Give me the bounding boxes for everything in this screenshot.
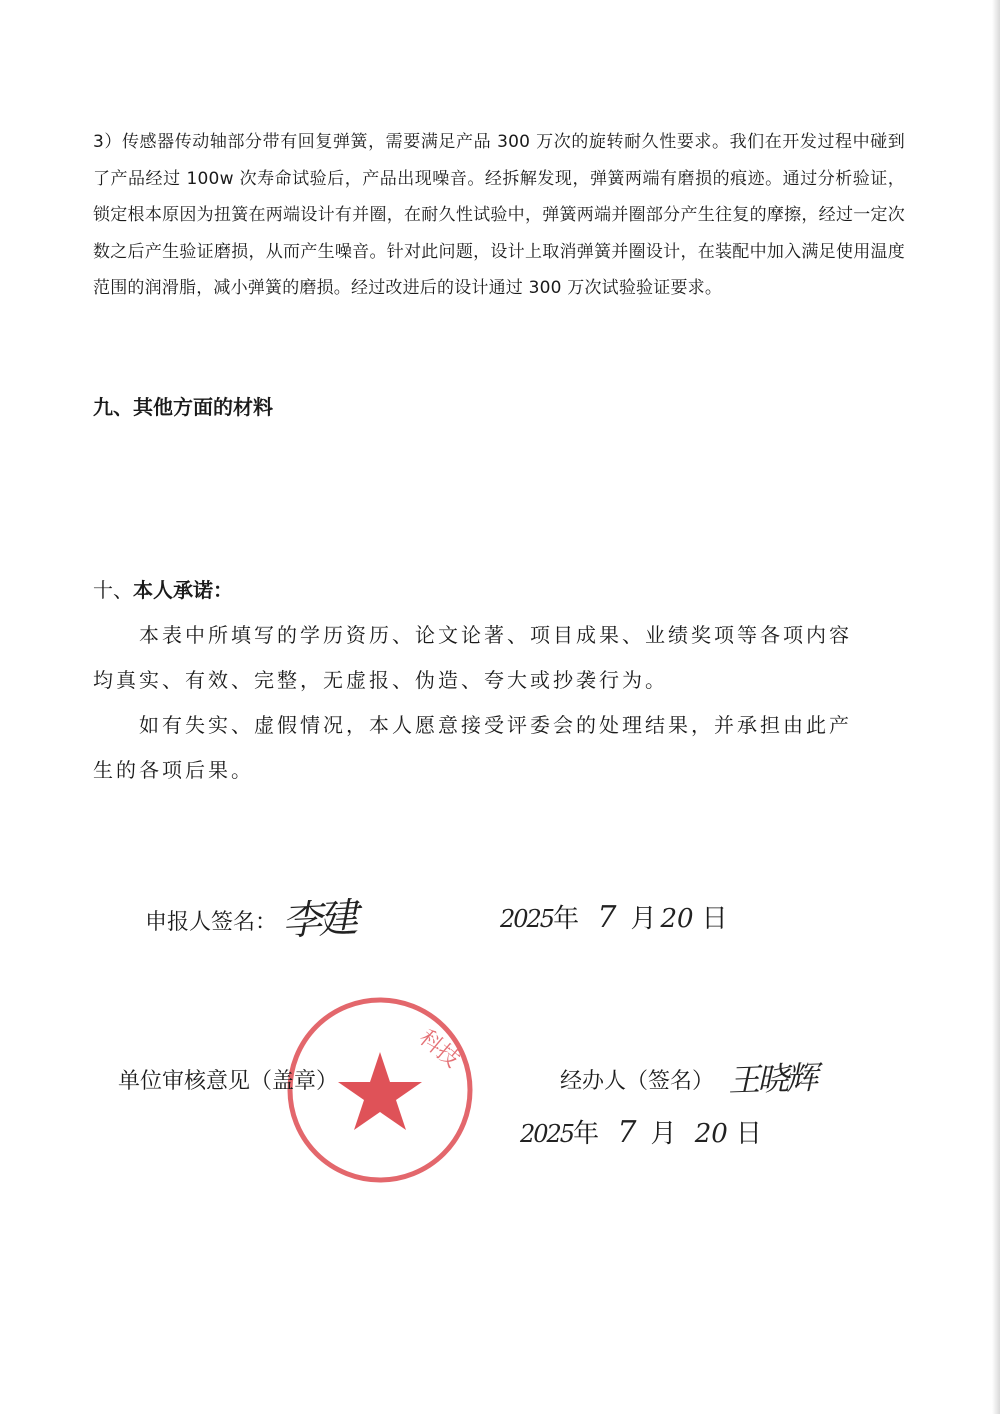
applicant-date-year-suffix: 年 — [553, 904, 580, 934]
section-9-heading: 九、其他方面的材料 — [93, 395, 273, 419]
handler-date-month-suffix: 月 — [650, 1119, 677, 1149]
applicant-date-day-suffix: 日 — [701, 904, 728, 934]
handler-signature-label: 经办人（签名） — [560, 1069, 715, 1094]
section-10-title: 本人承诺： — [133, 578, 233, 602]
applicant-signature-label: 申报人签名： — [145, 910, 278, 935]
handler-date-day-suffix: 日 — [735, 1119, 762, 1149]
section-10-heading — [93, 574, 233, 603]
applicant-date — [500, 898, 728, 935]
handler-date-year: 2025 — [520, 1120, 574, 1148]
paragraph-item-3: 3）传感器传动轴部分带有回复弹簧，需要满足产品 300 万次的旋转耐久性要求。我们在开发过程中碰到了产品经过 100w 次寿命试验后，产品出现噪音。经拆解发现，弹簧两端有磨损的痕迹。通过分析验证，锁定根本原因为扭簧在两端设计有并圈，在耐久性试验中，弹簧两端并圈部分产生往复的摩擦，经过一定次数之后产生验证磨损，从而产生噪音。针对此问题，设计上取消弹簧并圈设计，在装配中加入满足使用温度范围的润滑脂，减小弹簧的磨损。经过改进后的设计通过 300 万次试验验证要求。 — [93, 132, 905, 298]
scan-edge-shadow — [992, 0, 1000, 1414]
pledge-paragraph-2: 如有失实、虚假情况，本人愿意接受评委会的处理结果，并承担由此产生的各项后果。 — [93, 713, 852, 782]
applicant-date-month: 7 — [597, 900, 617, 935]
handler-date-month: 7 — [617, 1115, 637, 1150]
handler-signature — [727, 1052, 816, 1101]
applicant-date-day: 20 — [660, 904, 694, 934]
pledge-paragraph-1: 本表中所填写的学历资历、论文论著、项目成果、业绩奖项等各项内容均真实、有效、完整，无虚报、伪造、夸大或抄袭行为。 — [93, 623, 852, 692]
handler-date-day: 20 — [694, 1119, 728, 1149]
applicant-signature-text: 李建 — [281, 895, 356, 945]
seal-lettering: 科技 — [414, 1025, 464, 1073]
handler-date-year-suffix: 年 — [573, 1119, 600, 1149]
unit-review-label: 单位审核意见（盖章） — [118, 1069, 339, 1094]
handler-date — [520, 1113, 762, 1150]
section-10-prefix: 十、 — [93, 578, 133, 602]
applicant-date-year: 2025 — [500, 905, 554, 933]
seal-star-icon — [338, 1052, 422, 1130]
applicant-signature — [281, 886, 356, 947]
handler-signature-text: 王晓辉 — [727, 1058, 816, 1100]
applicant-date-month-suffix: 月 — [630, 904, 657, 934]
